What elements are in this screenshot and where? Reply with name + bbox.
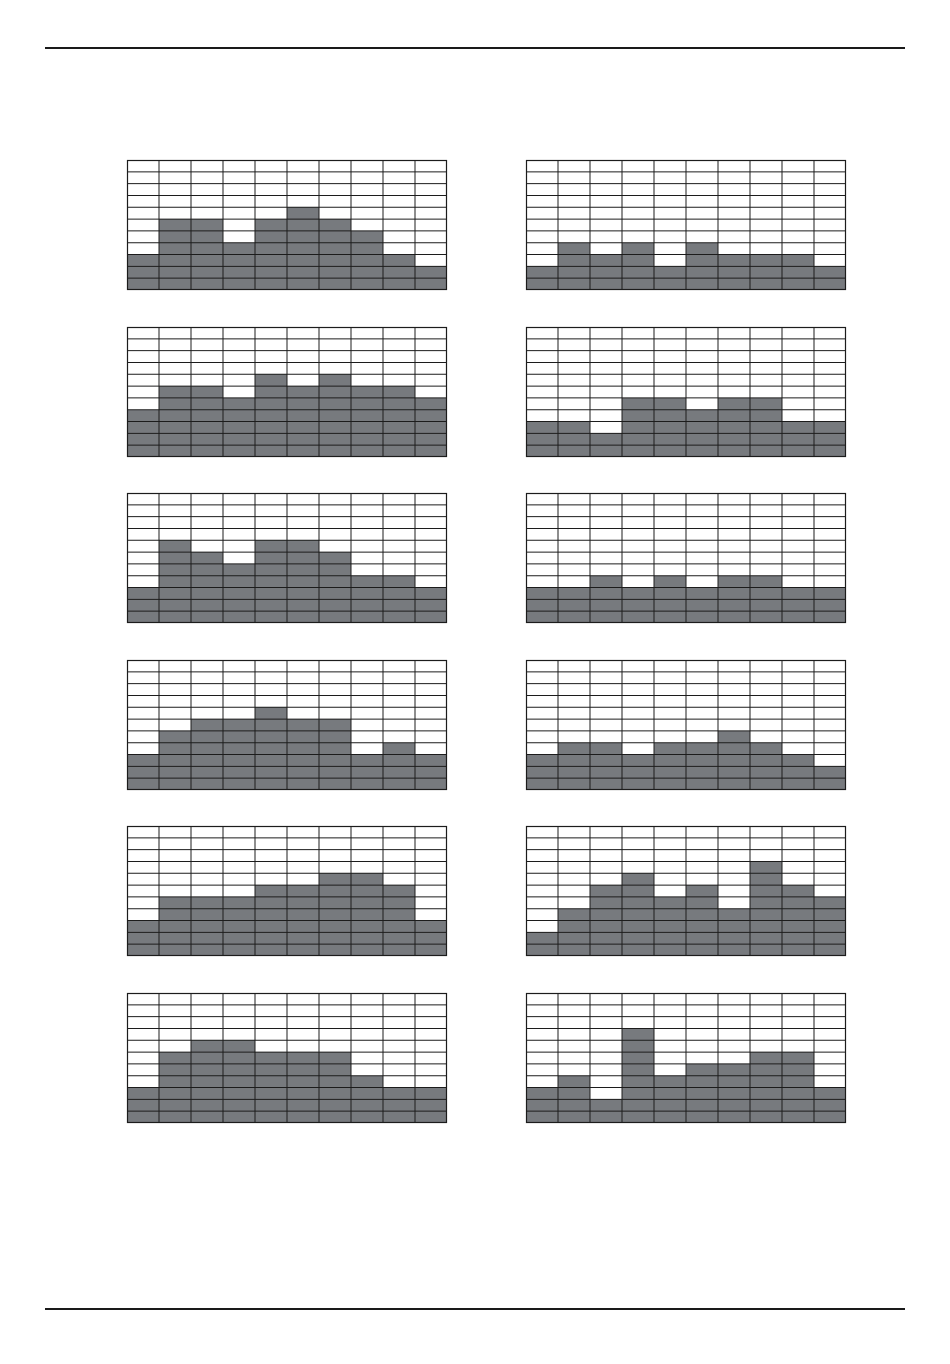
- bar-10: [814, 897, 846, 956]
- bar-2: [558, 588, 590, 623]
- bar-1: [526, 422, 558, 457]
- bar-8: [750, 398, 782, 457]
- bar-7: [718, 398, 750, 457]
- bar-2: [159, 540, 191, 623]
- bar-1: [127, 1088, 159, 1123]
- bar-6: [287, 207, 319, 290]
- chart-row-1-right: [526, 160, 846, 290]
- bar-4: [223, 897, 255, 956]
- bar-7: [718, 1064, 750, 1123]
- bar-9: [383, 1088, 415, 1123]
- bar-1: [127, 255, 159, 290]
- bar-3: [191, 1040, 223, 1123]
- bar-7: [718, 255, 750, 290]
- bar-8: [750, 255, 782, 290]
- bar-4: [223, 398, 255, 457]
- bar-8: [351, 231, 383, 290]
- bar-1: [127, 588, 159, 623]
- bar-3: [191, 897, 223, 956]
- bar-2: [159, 731, 191, 790]
- chart-row-5-left: [127, 826, 447, 956]
- bar-7: [319, 873, 351, 956]
- bar-5: [255, 707, 287, 790]
- bar-10: [415, 398, 447, 457]
- bottom-rule: [45, 1308, 905, 1310]
- bar-5: [654, 897, 686, 956]
- bar-10: [415, 1088, 447, 1123]
- bar-9: [782, 255, 814, 290]
- bar-1: [127, 921, 159, 956]
- bar-10: [415, 921, 447, 956]
- bar-4: [622, 398, 654, 457]
- chart-row-1-left: [127, 160, 447, 290]
- bar-4: [223, 1040, 255, 1123]
- bar-10: [814, 588, 846, 623]
- bar-6: [287, 540, 319, 623]
- bar-9: [782, 755, 814, 790]
- bar-3: [590, 255, 622, 290]
- bar-7: [319, 374, 351, 457]
- chart-row-6-left: [127, 993, 447, 1123]
- bar-10: [814, 422, 846, 457]
- chart-row-5-right: [526, 826, 846, 956]
- bar-8: [351, 873, 383, 956]
- bar-7: [718, 731, 750, 790]
- chart-row-3-right: [526, 493, 846, 623]
- bar-6: [686, 588, 718, 623]
- bar-9: [782, 422, 814, 457]
- bar-10: [415, 755, 447, 790]
- chart-row-4-left: [127, 660, 447, 790]
- bar-4: [622, 873, 654, 956]
- bar-9: [383, 255, 415, 290]
- bar-4: [622, 588, 654, 623]
- bar-8: [351, 755, 383, 790]
- bar-5: [654, 398, 686, 457]
- chart-row-2-right: [526, 327, 846, 457]
- bar-1: [127, 755, 159, 790]
- bar-10: [814, 1088, 846, 1123]
- bar-6: [686, 1064, 718, 1123]
- bar-4: [223, 564, 255, 623]
- bar-5: [255, 374, 287, 457]
- chart-row-6-right: [526, 993, 846, 1123]
- bar-9: [782, 588, 814, 623]
- bar-1: [526, 1088, 558, 1123]
- bar-10: [415, 588, 447, 623]
- bar-2: [558, 422, 590, 457]
- bar-1: [526, 588, 558, 623]
- chart-row-2-left: [127, 327, 447, 457]
- chart-row-3-left: [127, 493, 447, 623]
- bar-1: [526, 755, 558, 790]
- chart-row-4-right: [526, 660, 846, 790]
- bar-2: [159, 897, 191, 956]
- bar-4: [622, 755, 654, 790]
- bar-5: [255, 540, 287, 623]
